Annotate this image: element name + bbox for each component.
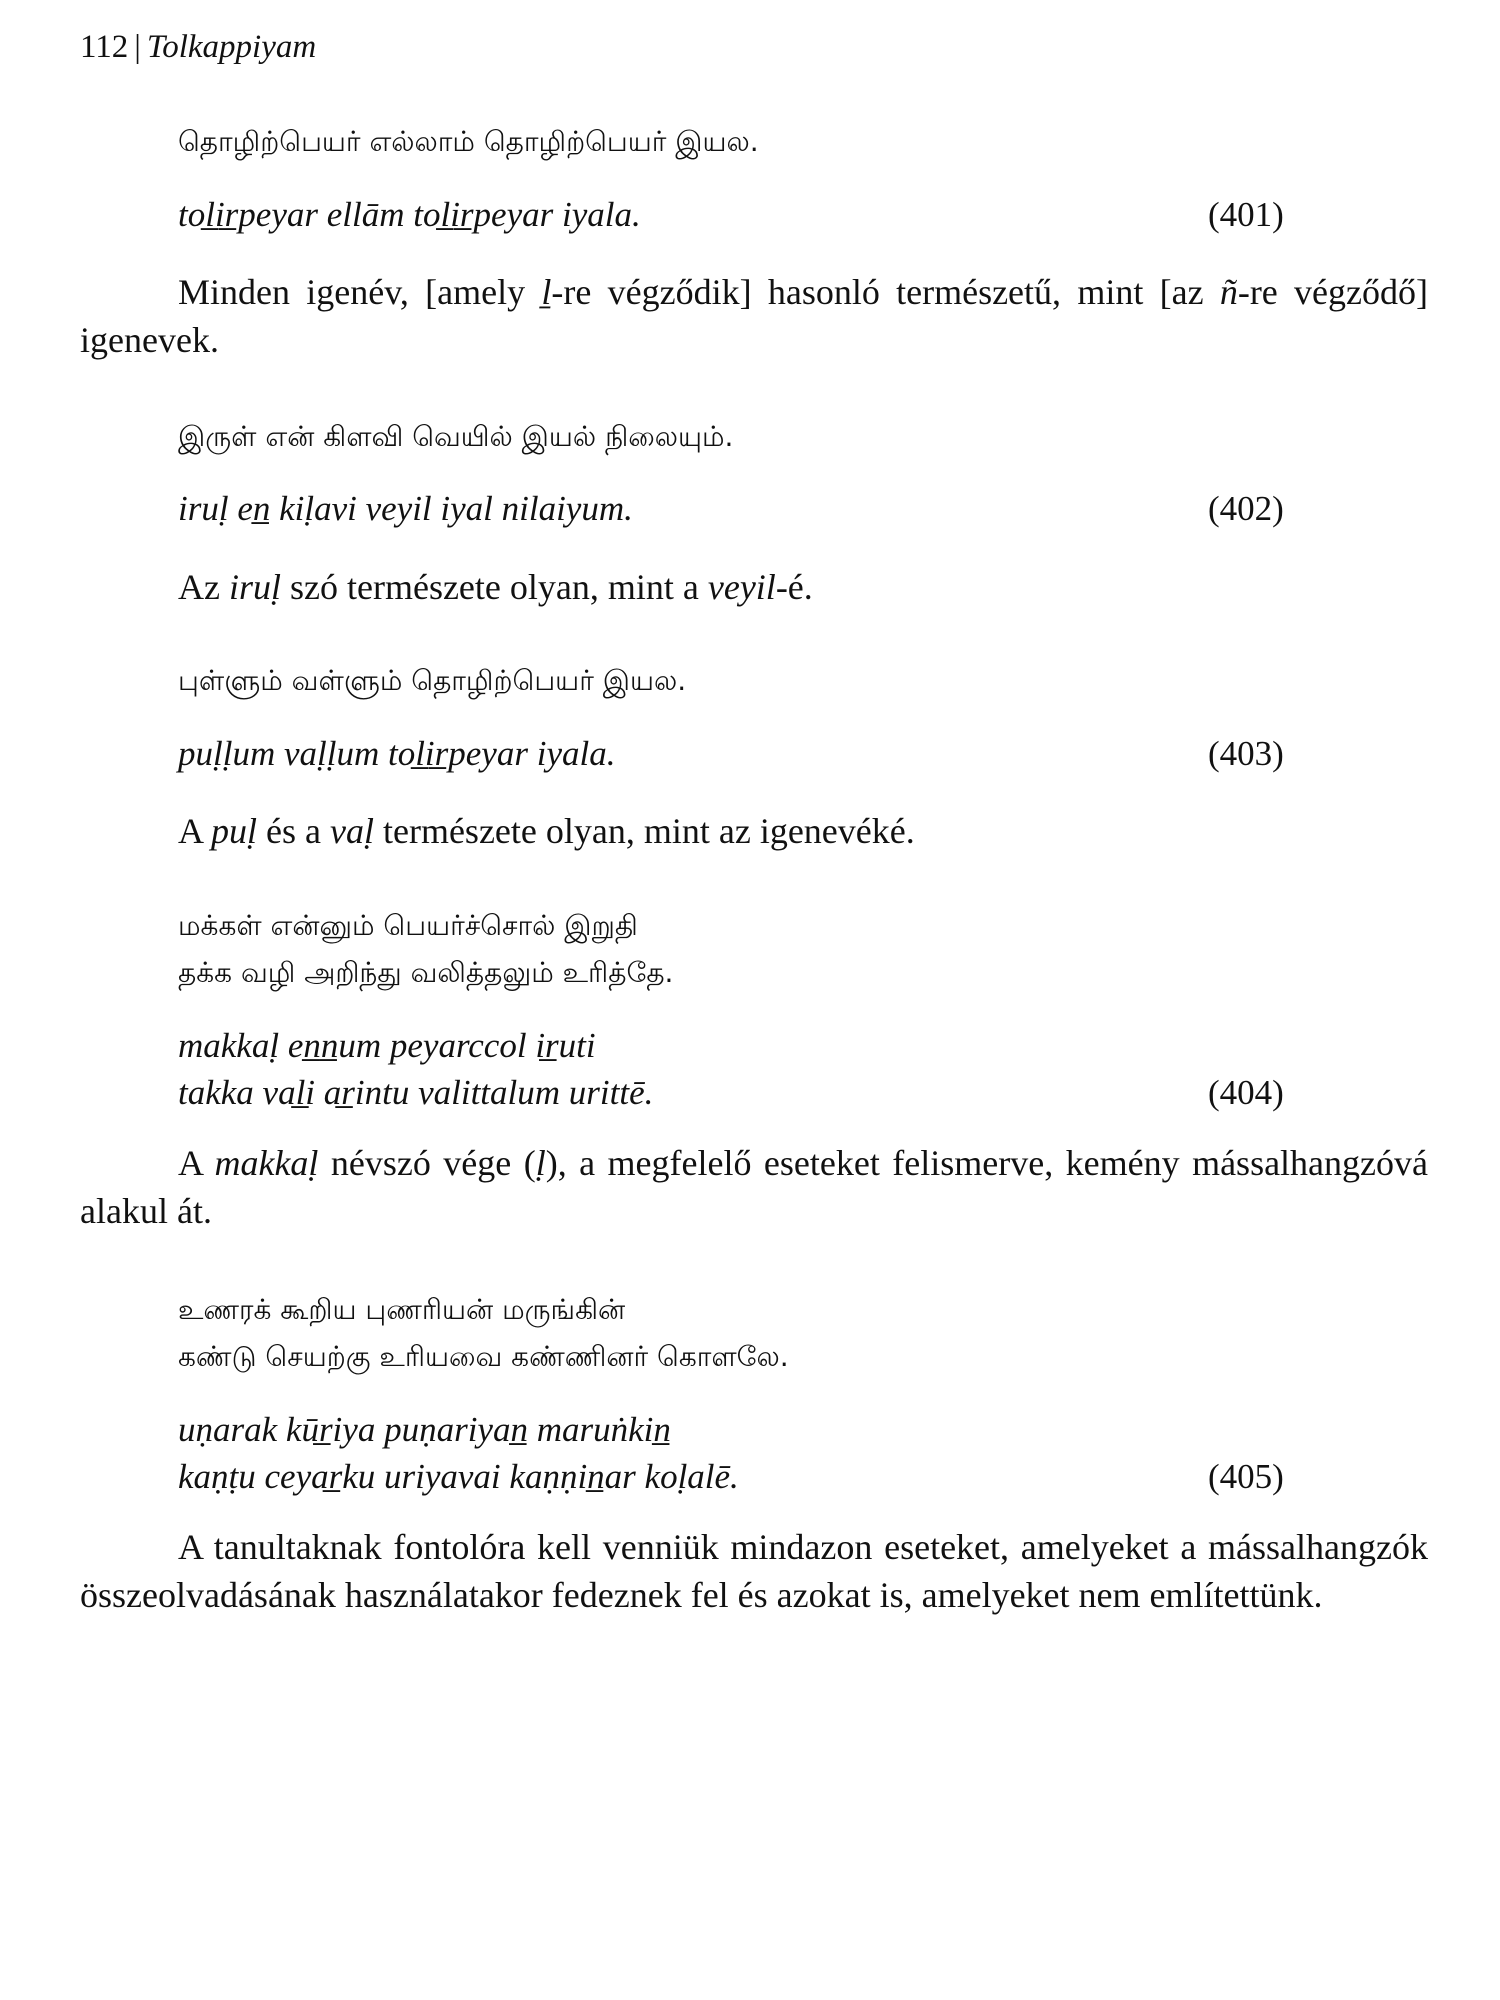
verse-number: (402) [1208,489,1284,528]
translation-term: ḻ [541,272,552,312]
translation-404 [0,1139,1500,1235]
transliteration-line: makkaḷ en̲n̲um peyarccol ir̲uti [178,1026,596,1065]
translation-text: Minden igenév, [amely [178,272,542,312]
translation-term: puḷ [211,811,258,851]
translit-block-405 [0,1406,1500,1500]
translation-text: ), a megfelelő eseteket felismerve, kemény mássalhangzóvá alakul át. [80,1143,1428,1231]
verse-number: (403) [1208,734,1284,773]
verse-entry-404 [0,902,1500,996]
translation-text: természete olyan, mint az igenevéké. [373,811,915,851]
translation-402 [0,563,1500,611]
tamil-verse-line: உணரக் கூறிய புணரியன் மருங்கின் [178,1293,626,1326]
translation-405 [0,1523,1500,1619]
translation-text: -re végződő] igenevek. [80,272,1429,360]
book-title: Tolkappiyam [146,29,317,65]
verse-entry-403 [0,657,1500,704]
translation-term: vaḷ [330,811,374,851]
tamil-verse-line: தக்க வழி அறிந்து வலித்தலும் உரித்தே. [178,956,674,989]
transliteration-line: iruḷ en̲ kiḷavi veyil iyal nilaiyum. [178,489,633,528]
transliteration-line: takka val̲i ar̲intu valittalum urittē. [178,1073,654,1112]
translation-text: névszó vége ( [318,1143,536,1183]
translation-paragraph [0,563,1500,611]
translation-text: A [178,811,212,851]
tamil-verse-line: இருள் என் கிளவி வெயில் இயல் நிலையும். [178,420,734,453]
page-number: 112 [80,29,129,65]
running-head [80,26,316,68]
translit-block-401 [0,191,1500,238]
translation-text: és a [257,811,330,851]
translation-403 [0,807,1500,855]
verse-entry-405 [0,1286,1500,1380]
translit-block-404 [0,1022,1500,1116]
tamil-verse-line: மக்கள் என்னும் பெயர்ச்சொல் இறுதி [178,909,638,942]
translation-paragraph [0,807,1500,855]
running-head-separator: | [134,29,141,65]
translation-term: ḷ [535,1143,546,1183]
transliteration-line: puḷḷum vaḷḷum tol̲ir̲peyar iyala. [178,734,616,773]
translation-401 [0,268,1500,364]
translit-block-402 [0,485,1500,532]
translation-term: veyil [707,567,776,607]
translation-paragraph: A tanultaknak fontolóra kell venniük mindazon eseteket, amelyeket a mássalhangzók összeolvadásának használatakor fedeznek fel és azokat is, amelyeket nem említettünk. [80,1527,1428,1615]
tamil-verse-line: கண்டு செயற்கு உரியவை கண்ணினர் கொளலே. [178,1340,789,1373]
verse-number: (401) [1208,195,1284,234]
verse-entry-401 [0,118,1500,165]
translation-term: ñ [1219,272,1238,312]
transliteration-line: kaṇṭu ceyar̲ku uriyavai kaṇṇin̲ar koḷalē. [178,1457,739,1496]
translation-term: iruḷ [228,567,281,607]
tamil-verse-line: தொழிற்பெயர் எல்லாம் தொழிற்பெயர் இயல. [178,125,759,158]
translation-text: -é. [775,567,813,607]
translit-block-403 [0,730,1500,777]
translation-paragraph [0,268,1428,364]
translation-text: szó természete olyan, mint a [281,567,708,607]
tamil-verse-line: புள்ளும் வள்ளும் தொழிற்பெயர் இயல. [178,664,687,697]
verse-entry-402 [0,413,1500,460]
transliteration-line: tol̲ir̲peyar ellām tol̲ir̲peyar iyala. [178,195,641,234]
translation-text: -re végződik] hasonló természetű, mint [az [551,272,1220,312]
translation-text: Az [178,567,229,607]
transliteration-line: uṇarak kūr̲iya puṇariyan̲ maruṅkin̲ [178,1410,671,1449]
translation-term: makkaḷ [214,1143,319,1183]
verse-number: (404) [1208,1073,1284,1112]
translation-text: A [178,1143,215,1183]
translation-paragraph [0,1139,1428,1235]
verse-number: (405) [1208,1457,1284,1496]
